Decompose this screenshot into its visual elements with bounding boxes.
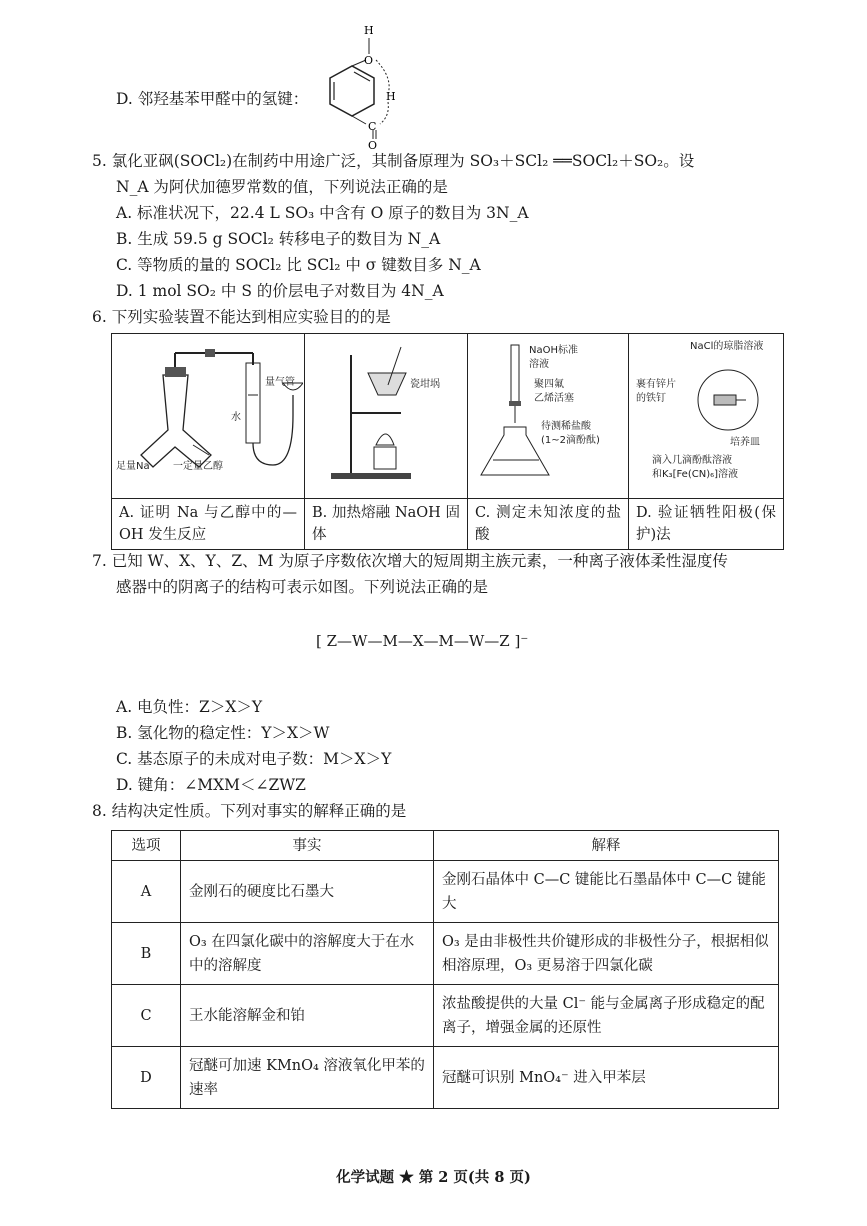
caption-b: B. 加热熔融 NaOH 固体 xyxy=(312,505,460,543)
q7-option-c: C. 基态原子的未成对电子数：M＞X＞Y xyxy=(116,750,392,768)
label-porcelain-crucible: 瓷坩埚 xyxy=(410,379,440,390)
q8-table xyxy=(111,830,779,1109)
q5-option-a: A. 标准状况下，22.4 L SO₃ 中含有 O 原子的数目为 3N_A xyxy=(116,204,529,222)
atom-h1: H xyxy=(364,24,374,37)
q4-option-d: D. 邻羟基苯甲醛中的氢键： xyxy=(116,90,309,108)
salicylaldehyde-structure xyxy=(318,20,428,150)
atom-c: C xyxy=(368,120,377,133)
label-petri-dish: 培养皿 xyxy=(730,437,760,448)
label-naoh-2: 溶液 xyxy=(529,359,549,370)
label-phenol-2: 和K₃[Fe(CN)₆]溶液 xyxy=(652,469,739,480)
label-water: 水 xyxy=(231,412,241,423)
label-agar-solution: NaCl的琼脂溶液 xyxy=(690,341,764,352)
label-zinc-2: 的铁钉 xyxy=(636,393,666,404)
q7-stem-1: 7. 已知 W、X、Y、Z、M 为原子序数依次增大的短周期主族元素，一种离子液体柔性湿度传 xyxy=(92,552,728,570)
figure-b-cell xyxy=(305,334,468,499)
header-option: 选项 xyxy=(112,831,181,861)
label-hcl-2: (1~2滴酚酞) xyxy=(541,435,600,446)
label-zinc-1: 裹有锌片 xyxy=(636,379,676,390)
label-sodium: 足量Na xyxy=(116,461,150,472)
table-row: B O₃ 在四氯化碳中的溶解度大于在水中的溶解度 O₃ 是由非极性共价键形成的非极性分子，根据相似相溶原理，O₃ 更易溶于四氯化碳 xyxy=(112,923,779,985)
label-phenol-1: 滴入几滴酚酞溶液 xyxy=(652,455,732,466)
q7-option-d: D. 键角：∠MXM＜∠ZWZ xyxy=(116,776,306,794)
anion-main-chain: [ Z—W—M—X—M—W—Z ]⁻ xyxy=(316,632,529,650)
page-footer: 化学试题 ★ 第 2 页(共 8 页) xyxy=(336,1169,531,1186)
figure-c-cell xyxy=(468,334,629,499)
q7-option-a: A. 电负性：Z＞X＞Y xyxy=(116,698,263,716)
figure-a-apparatus xyxy=(113,335,303,493)
label-ptfe-2: 乙烯活塞 xyxy=(534,393,574,404)
table-row: A 金刚石的硬度比石墨大 金刚石晶体中 C—C 键能比石墨晶体中 C—C 键能大 xyxy=(112,861,779,923)
label-hcl-1: 待测稀盐酸 xyxy=(541,421,591,432)
label-ethanol: 一定量乙醇 xyxy=(173,461,223,472)
q7-option-b: B. 氢化物的稳定性：Y＞X＞W xyxy=(116,724,330,742)
q7-stem-2: 感器中的阴离子的结构可表示如图。下列说法正确的是 xyxy=(116,578,489,596)
figure-c-apparatus xyxy=(469,335,627,493)
figure-d-cell xyxy=(629,334,784,499)
anion-structure xyxy=(316,602,576,690)
atom-h2: H xyxy=(386,90,396,103)
header-explanation: 解释 xyxy=(434,831,779,861)
q5-option-d: D. 1 mol SO₂ 中 S 的价层电子对数目为 4N_A xyxy=(116,282,444,300)
header-fact: 事实 xyxy=(181,831,434,861)
label-ptfe-1: 聚四氟 xyxy=(534,379,564,390)
table-row: D 冠醚可加速 KMnO₄ 溶液氧化甲苯的速率 冠醚可识别 MnO₄⁻ 进入甲苯层 xyxy=(112,1047,779,1109)
q5-option-c: C. 等物质的量的 SOCl₂ 比 SCl₂ 中 σ 键数目多 N_A xyxy=(116,256,481,274)
atom-o2: O xyxy=(368,139,378,150)
figure-a-cell xyxy=(112,334,305,499)
table-row: C 王水能溶解金和铂 浓盐酸提供的大量 Cl⁻ 能与金属离子形成稳定的配离子，增强金属的还原性 xyxy=(112,985,779,1047)
q8-stem: 8. 结构决定性质。下列对事实的解释正确的是 xyxy=(92,802,407,820)
q5-stem-1: 5. 氯化亚砜(SOCl₂)在制药中用途广泛，其制备原理为 SO₃＋SCl₂ ══SOCl₂＋SO₂。设 xyxy=(92,152,695,170)
q5-stem-2: N_A 为阿伏加德罗常数的值，下列说法正确的是 xyxy=(116,178,448,196)
caption-c: C. 测定未知浓度的盐酸 xyxy=(475,505,621,543)
q5-option-b: B. 生成 59.5 g SOCl₂ 转移电子的数目为 N_A xyxy=(116,230,441,248)
q6-stem: 6. 下列实验装置不能达到相应实验目的的是 xyxy=(92,308,391,326)
figure-b-apparatus xyxy=(306,335,466,493)
q6-experiment-table xyxy=(111,333,784,550)
atom-o1: O xyxy=(364,54,374,67)
figure-d-apparatus xyxy=(630,335,782,493)
label-naoh-1: NaOH标准 xyxy=(529,345,578,356)
label-gas-burette: 量气管 xyxy=(265,377,295,388)
caption-d: D. 验证牺牲阳极(保护)法 xyxy=(636,505,776,543)
caption-a: A. 证明 Na 与乙醇中的—OH 发生反应 xyxy=(119,505,297,543)
